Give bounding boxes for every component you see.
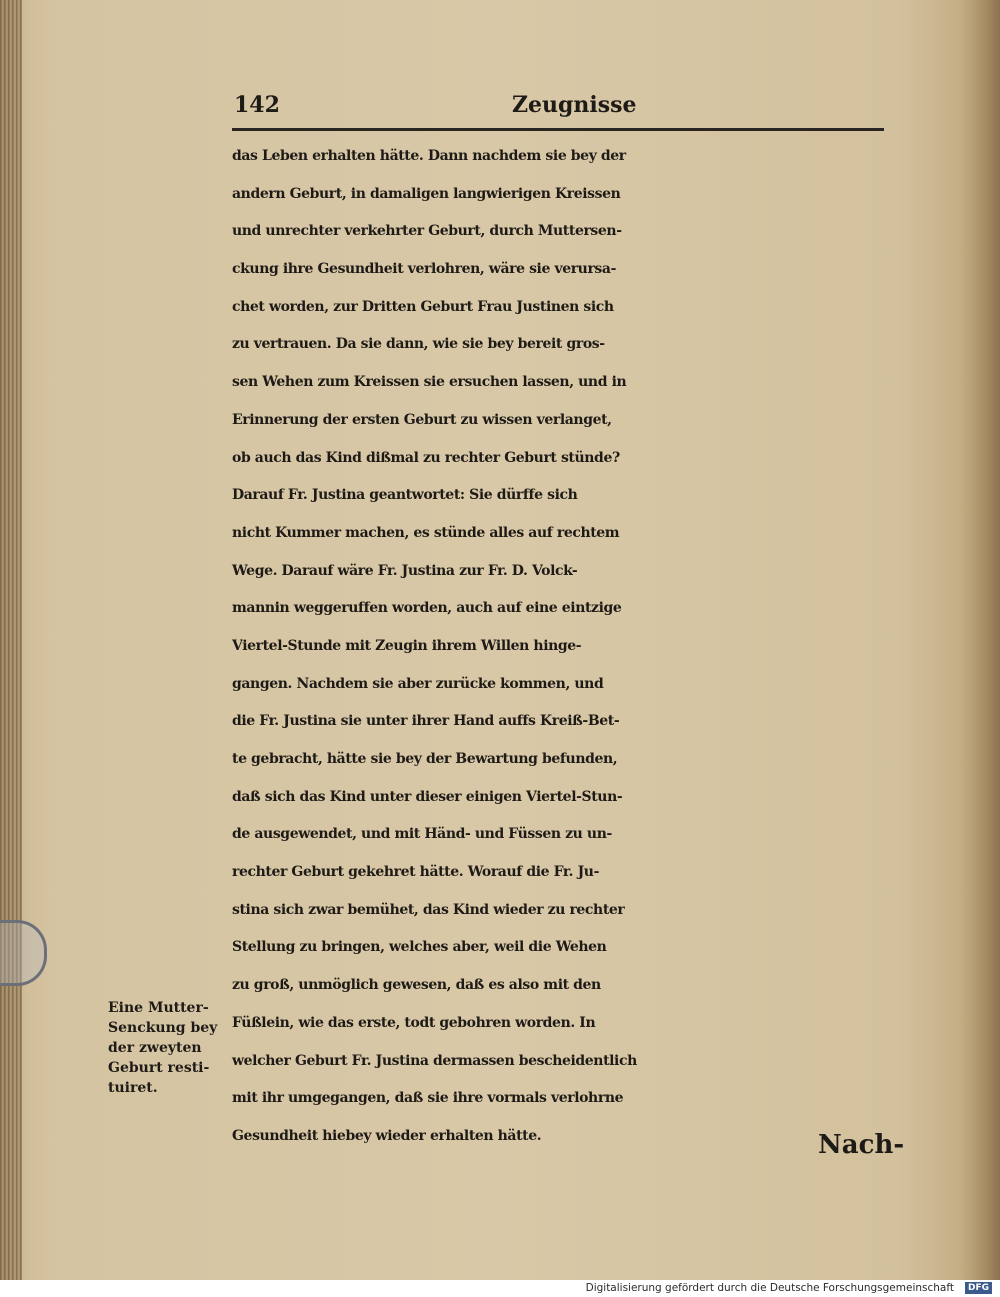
text-line: Füßlein, wie das erste, todt gebohren worden. In — [232, 1014, 596, 1031]
margin-note-line: Senckung bey — [108, 1020, 218, 1036]
text-line: Stellung zu bringen, welches aber, weil die Wehen — [232, 939, 607, 956]
text-line: welcher Geburt Fr. Justina dermassen bescheidentlich — [232, 1052, 637, 1069]
text-line: andern Geburt, in damaligen langwierigen Kreissen — [232, 185, 621, 202]
text-line: sen Wehen zum Kreissen sie ersuchen lassen, und in — [232, 374, 627, 391]
text-line: und unrechter verkehrter Geburt, durch Muttersen- — [232, 223, 622, 240]
footer-credit: Digitalisierung gefördert durch die Deutsche Forschungsgemeinschaft — [585, 1282, 954, 1294]
text-line: de ausgewendet, und mit Händ- und Füssen zu un- — [232, 826, 612, 843]
text-line: Erinnerung der ersten Geburt zu wissen verlanget, — [232, 411, 612, 428]
text-line: nicht Kummer machen, es stünde alles auf rechtem — [232, 524, 620, 541]
text-line: zu groß, unmöglich gewesen, daß es also mit den — [232, 977, 601, 994]
running-head: Zeugnisse — [512, 92, 637, 118]
text-line: das Leben erhalten hätte. Dann nachdem sie bey der — [232, 148, 626, 164]
text-line: ob auch das Kind dißmal zu rechter Geburt stünde? — [232, 449, 620, 466]
text-line: gangen. Nachdem sie aber zurücke kommen, und — [232, 675, 604, 692]
text-line: chet worden, zur Dritten Geburt Frau Justinen sich — [232, 298, 614, 315]
text-line: mit ihr umgegangen, daß sie ihre vormals verlohrne — [232, 1090, 624, 1107]
margin-note — [108, 998, 230, 1098]
text-line: rechter Geburt gekehret hätte. Worauf die Fr. Ju- — [232, 864, 599, 881]
text-line: Wege. Darauf wäre Fr. Justina zur Fr. D. Volck- — [232, 562, 578, 579]
binding-clip — [0, 920, 47, 986]
text-line: te gebracht, hätte sie bey der Bewartung befunden, — [232, 751, 618, 767]
text-line: stina sich zwar bemühet, das Kind wieder zu rechter — [232, 901, 625, 918]
text-line: Gesundheit hiebey wieder erhalten hätte. — [232, 1127, 542, 1144]
text-line: zu vertrauen. Da sie dann, wie sie bey bereit gros- — [232, 336, 605, 353]
margin-note-line: der zweyten — [108, 1040, 202, 1056]
text-line: ckung ihre Gesundheit verlohren, wäre sie verursa- — [232, 261, 616, 278]
text-line: daß sich das Kind unter dieser einigen Viertel-Stun- — [232, 788, 623, 805]
body-text — [232, 138, 912, 1156]
page-number: 142 — [234, 92, 280, 118]
margin-note-line: Geburt resti- — [108, 1060, 210, 1076]
catchword: Nach- — [818, 1130, 905, 1160]
header-rule — [232, 128, 884, 131]
margin-note-line: tuiret. — [108, 1080, 158, 1096]
page-stack-edge — [0, 0, 22, 1280]
dfg-logo-icon: DFG — [965, 1282, 992, 1294]
text-line: Viertel-Stunde mit Zeugin ihrem Willen hinge- — [232, 637, 582, 654]
text-line: mannin weggeruffen worden, auch auf eine eintzige — [232, 600, 622, 617]
margin-note-line: Eine Mutter- — [108, 1000, 209, 1016]
text-line: Darauf Fr. Justina geantwortet: Sie dürffe sich — [232, 487, 578, 504]
text-line: die Fr. Justina sie unter ihrer Hand auffs Kreiß-Bet- — [232, 713, 620, 730]
